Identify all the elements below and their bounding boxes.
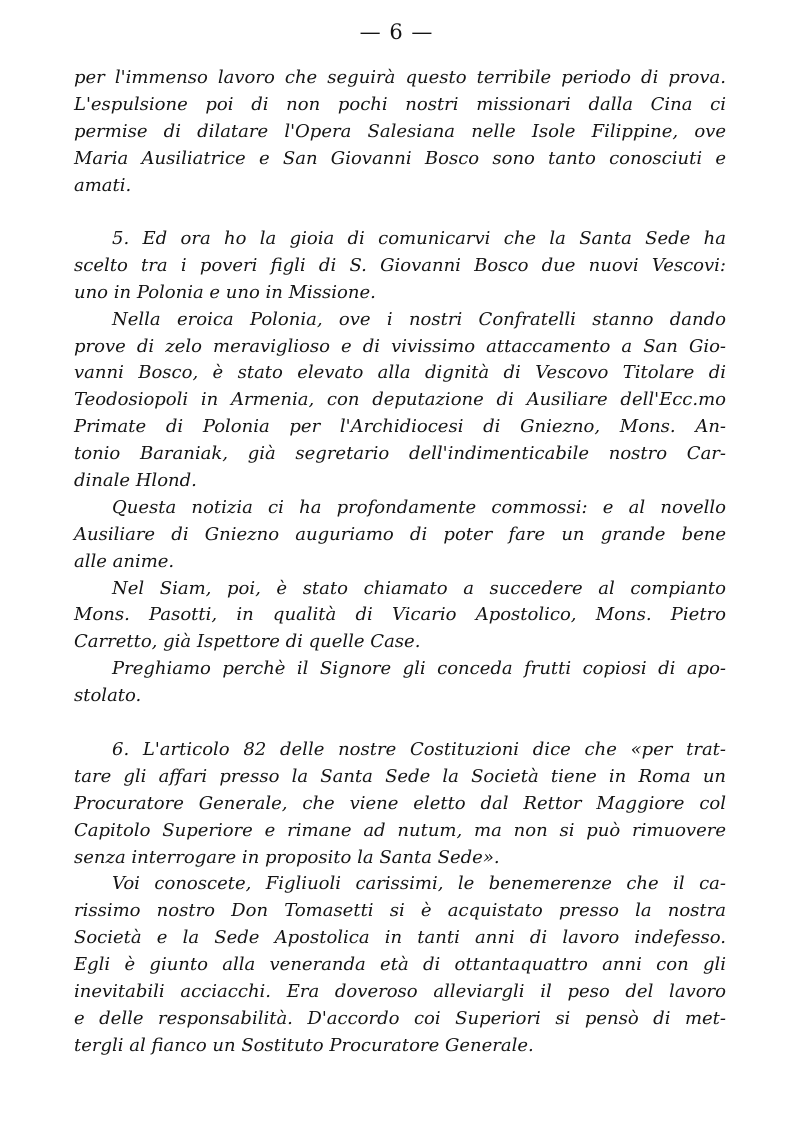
page-number: — 6 — bbox=[359, 20, 434, 44]
text-line: senza interrogare in proposito la Santa Sede». bbox=[74, 846, 500, 868]
text-line: Primate di Polonia per l'Archidiocesi di Gniezno, Mons. An- bbox=[74, 416, 726, 438]
text-line: permise di dilatare l'Opera Salesiana nelle Isole Filippine, ove bbox=[74, 120, 726, 142]
text-line: per l'immenso lavoro che seguirà questo terribile periodo di prova. bbox=[74, 67, 726, 88]
section-6 bbox=[74, 737, 726, 1060]
text-line: Nella eroica Polonia, ove i nostri Confratelli stanno dando bbox=[112, 308, 726, 330]
text-line: 6. L'articolo 82 delle nostre Costituzioni dice che «per trat- bbox=[112, 739, 726, 760]
text-line: 5. Ed ora ho la gioia di comunicarvi che la Santa Sede ha bbox=[112, 228, 726, 249]
text-line: Capitolo Superiore e rimane ad nutum, ma non si può rimuovere bbox=[74, 819, 726, 841]
text-line: Società e la Sede Apostolica in tanti anni di lavoro indefesso. bbox=[74, 927, 726, 949]
text-line: uno in Polonia e uno in Missione. bbox=[74, 281, 376, 303]
text-line: alle anime. bbox=[74, 550, 175, 572]
section-5 bbox=[74, 226, 726, 710]
text-line: dinale Hlond. bbox=[74, 470, 197, 492]
text-line: vanni Bosco, è stato elevato alla dignità di Vescovo Titolare di bbox=[74, 362, 726, 384]
text-line: Mons. Pasotti, in qualità di Vicario Apostolico, Mons. Pietro bbox=[74, 604, 726, 626]
text-line: prove di zelo meraviglioso e di vivissimo attaccamento a San Gio- bbox=[74, 335, 726, 357]
text-line: tonio Baraniak, già segretario dell'indimenticabile nostro Car- bbox=[74, 443, 726, 465]
text-block bbox=[74, 65, 726, 199]
text-line: Questa notizia ci ha profondamente commossi: e al novello bbox=[112, 496, 726, 518]
text-line: Procuratore Generale, che viene eletto dal Rettor Maggiore col bbox=[74, 792, 726, 814]
text-line: inevitabili acciacchi. Era doveroso alleviargli il peso del lavoro bbox=[74, 981, 726, 1003]
text-line: e delle responsabilità. D'accordo coi Superiori si pensò di met- bbox=[74, 1007, 726, 1029]
text-line: L'espulsione poi di non pochi nostri missionari dalla Cina ci bbox=[74, 93, 726, 115]
text-line: amati. bbox=[74, 174, 132, 196]
text-line: Egli è giunto alla veneranda età di ottantaquattro anni con gli bbox=[74, 954, 726, 976]
text-line: Teodosiopoli in Armenia, con deputazione di Ausiliare dell'Ecc.mo bbox=[74, 389, 726, 411]
text-line: Nel Siam, poi, è stato chiamato a succedere al compianto bbox=[112, 577, 726, 599]
text-line: tergli al fianco un Sostituto Procuratore Generale. bbox=[74, 1034, 534, 1056]
text-line: rissimo nostro Don Tomasetti si è acquistato presso la nostra bbox=[74, 900, 726, 922]
text-line: Ausiliare di Gniezno auguriamo di poter fare un grande bene bbox=[74, 523, 726, 545]
text-line: scelto tra i poveri figli di S. Giovanni Bosco due nuovi Vescovi: bbox=[74, 254, 726, 276]
text-line: Voi conoscete, Figliuoli carissimi, le benemerenze che il ca- bbox=[112, 873, 726, 895]
text-line: stolato. bbox=[74, 685, 142, 707]
text-line: Maria Ausiliatrice e San Giovanni Bosco sono tanto conosciuti e bbox=[74, 147, 726, 169]
text-line: Preghiamo perchè il Signore gli conceda frutti copiosi di apo- bbox=[112, 658, 726, 680]
text-line: Carretto, già Ispettore di quelle Case. bbox=[74, 631, 421, 653]
text-line: tare gli affari presso la Santa Sede la Società tiene in Roma un bbox=[74, 765, 726, 787]
